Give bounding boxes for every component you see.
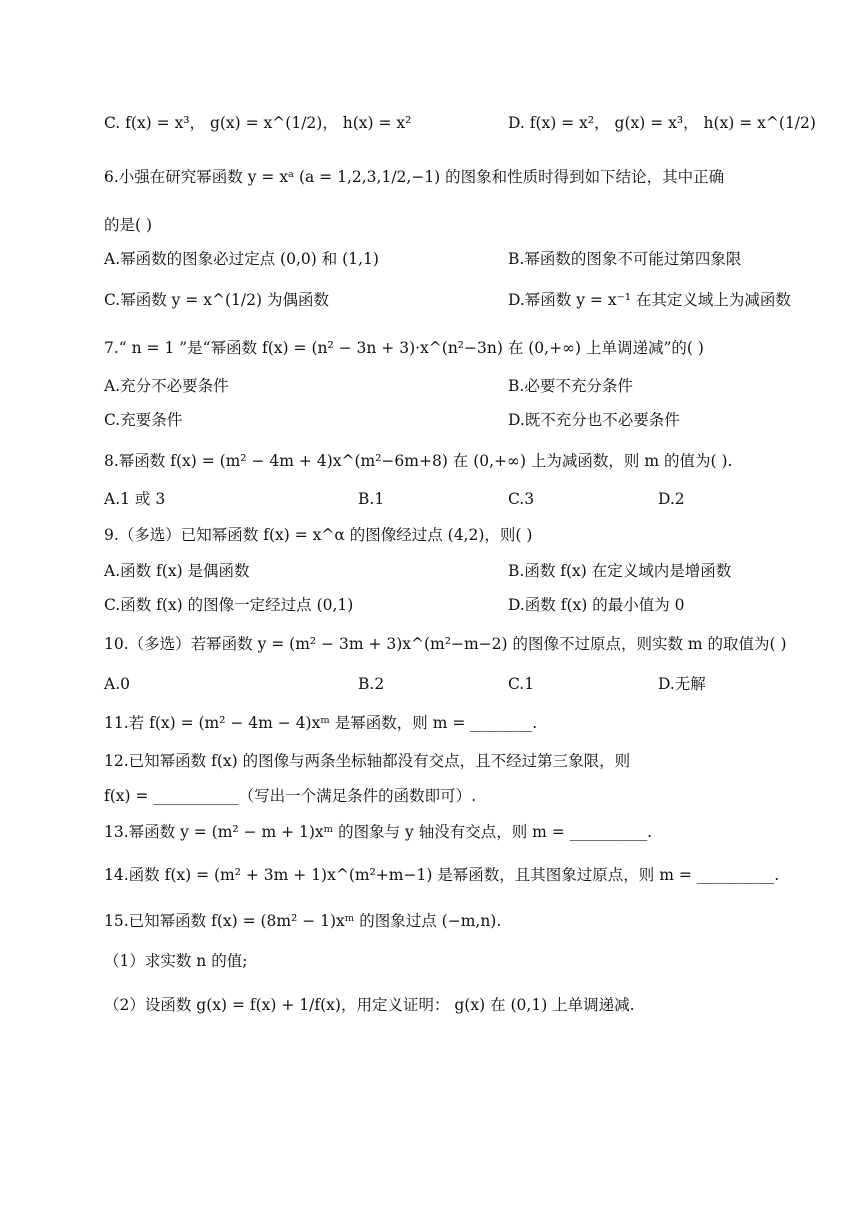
q9-option-a: A.函数 f(x) 是偶函数: [104, 562, 250, 580]
q10-stem: 10.（多选）若幂函数 y = (m² − 3m + 3)x^(m²−m−2) 的图像不过原点，则实数 m 的取值为( ): [104, 635, 787, 653]
q7-stem: 7.“ n = 1 ”是“幂函数 f(x) = (n² − 3n + 3)·x^(n²−3n) 在 (0,+∞) 上单调递减”的( ): [104, 339, 704, 357]
q8-stem: 8.幂函数 f(x) = (m² − 4m + 4)x^(m²−6m+8) 在 (0,+∞) 上为减函数，则 m 的值为( ).: [104, 452, 733, 470]
q9-option-c: C.函数 f(x) 的图像一定经过点 (0,1): [104, 596, 354, 614]
q8-option-b: B.1: [358, 490, 385, 508]
q6-option-c: C.幂函数 y = x^(1/2) 为偶函数: [104, 291, 329, 309]
q7-options-ab: [104, 375, 820, 397]
q8-option-d: D.2: [658, 490, 685, 508]
q13-stem: 13.幂函数 y = (m² − m + 1)xᵐ 的图象与 y 轴没有交点，则 m = __________.: [104, 823, 653, 841]
q5-option-c: C. f(x) = x³， g(x) = x^(1/2)， h(x) = x²: [104, 114, 412, 132]
q6-option-d: D.幂函数 y = x⁻¹ 在其定义域上为减函数: [508, 291, 791, 309]
q10-options: [104, 673, 820, 695]
q6-option-a: A.幂函数的图象必过定点 (0,0) 和 (1,1): [104, 250, 379, 268]
q15-part2: （2）设函数 g(x) = f(x) + 1/f(x)，用定义证明： g(x) 在 (0,1) 上单调递减.: [104, 996, 635, 1014]
q11-stem: 11.若 f(x) = (m² − 4m − 4)xᵐ 是幂函数，则 m = ________.: [104, 714, 538, 732]
q9-options-cd: [104, 594, 820, 616]
q9-stem: 9.（多选）已知幂函数 f(x) = x^α 的图像经过点 (4,2)，则( ): [104, 526, 533, 544]
q8-option-a: A.1 或 3: [104, 490, 166, 508]
q10-option-d: D.无解: [658, 675, 706, 693]
q9-options-ab: [104, 560, 820, 582]
q15-part1: （1）求实数 n 的值;: [104, 952, 248, 970]
q6-options-ab: [104, 248, 820, 270]
q9-option-b: B.函数 f(x) 在定义域内是增函数: [508, 562, 732, 580]
q6-option-b: B.幂函数的图象不可能过第四象限: [508, 250, 742, 268]
q5-option-d: D. f(x) = x²， g(x) = x³， h(x) = x^(1/2): [508, 114, 816, 132]
q8-options: [104, 488, 820, 510]
q6-stem-cont: 的是( ): [104, 216, 153, 234]
q7-option-a: A.充分不必要条件: [104, 377, 229, 395]
q7-options-cd: [104, 409, 820, 431]
q7-option-c: C.充要条件: [104, 411, 183, 429]
q12-stem-cont: f(x) = ___________（写出一个满足条件的函数即可）.: [104, 787, 477, 805]
q6-stem: 6.小强在研究幂函数 y = xᵃ (a = 1,2,3,1/2,−1) 的图象和性质时得到如下结论，其中正确: [104, 168, 725, 186]
q10-option-b: B.2: [358, 675, 385, 693]
q12-stem: 12.已知幂函数 f(x) 的图像与两条坐标轴都没有交点，且不经过第三象限，则: [104, 752, 631, 770]
q6-options-cd: [104, 289, 820, 311]
q15-stem: 15.已知幂函数 f(x) = (8m² − 1)xᵐ 的图象过点 (−m,n).: [104, 912, 502, 930]
q7-option-d: D.既不充分也不必要条件: [508, 411, 680, 429]
q14-stem: 14.函数 f(x) = (m² + 3m + 1)x^(m²+m−1) 是幂函数，且其图象过原点，则 m = __________.: [104, 866, 780, 884]
q9-option-d: D.函数 f(x) 的最小值为 0: [508, 596, 685, 614]
q10-option-c: C.1: [508, 675, 535, 693]
q7-option-b: B.必要不充分条件: [508, 377, 633, 395]
q8-option-c: C.3: [508, 490, 535, 508]
q5-option-c-line: [104, 112, 820, 134]
q10-option-a: A.0: [104, 675, 130, 693]
